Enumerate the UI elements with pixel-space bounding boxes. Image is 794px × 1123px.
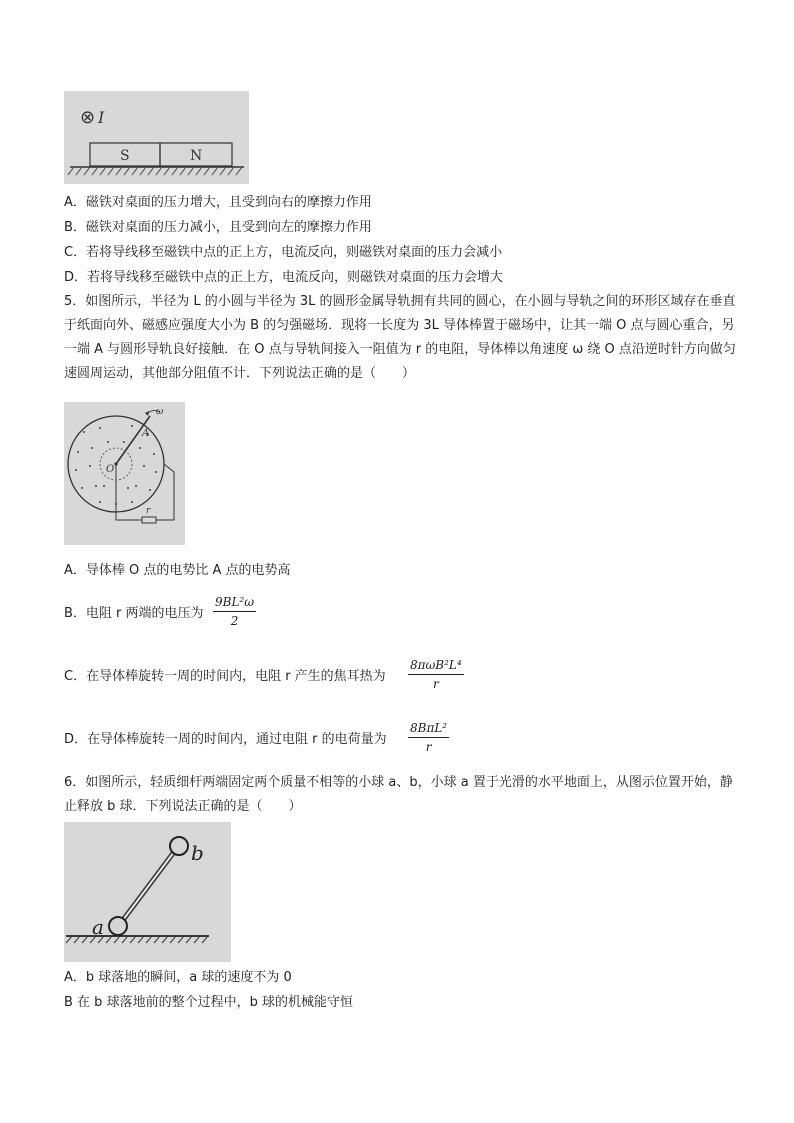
- q5-option-d-numerator: 8BπL²: [408, 721, 449, 738]
- rotation-arrowhead: [145, 411, 149, 416]
- q5-option-b-denominator: 2: [230, 614, 239, 628]
- q4-option-c: C．若将导线移至磁铁中点的正上方，电流反向，则磁铁对桌面的压力会减小: [64, 245, 503, 260]
- q5-option-b-numerator: 9BL²ω: [213, 595, 256, 612]
- figure-rod-balls: [64, 822, 231, 962]
- current-label: I: [98, 108, 105, 127]
- rod-balls-diagram: [64, 822, 231, 962]
- q5-option-c: C．在导体棒旋转一周的时间内，电阻 r 产生的焦耳热为: [64, 669, 386, 684]
- wire-magnet-diagram: [64, 91, 249, 184]
- ground-hatching: [66, 936, 208, 943]
- figure-rotating-rod: [64, 402, 185, 545]
- figure-wire-magnet: [64, 91, 249, 184]
- magnet-north-label: N: [190, 148, 203, 164]
- q5-option-d-formula: [408, 721, 449, 754]
- q5-option-c-denominator: r: [432, 677, 439, 691]
- q4-option-a: A．磁铁对桌面的压力增大，且受到向右的摩擦力作用: [64, 195, 372, 210]
- resistor-label: r: [146, 506, 151, 516]
- q6-stem: 6．如图所示，轻质细杆两端固定两个质量不相等的小球 a、b，小球 a 置于光滑的水平地面上，从图示位置开始，静止释放 b 球．下列说法正确的是（ ）: [64, 775, 733, 814]
- table-hatching: [68, 167, 242, 175]
- circuit-wire-right: [156, 464, 174, 520]
- ball-a-label: a: [92, 915, 104, 939]
- magnet-south-label: S: [120, 148, 130, 164]
- current-into-page-symbol: ⊗: [80, 107, 96, 128]
- q5-option-b: B．电阻 r 两端的电压为: [64, 606, 204, 621]
- q5-stem: 5．如图所示，半径为 L 的小圆与半径为 3L 的圆形金属导轨拥有共同的圆心，在小圆与导轨之间的环形区域存在垂直于纸面向外、磁感应强度大小为 B 的匀强磁场．现将一长度为 3L 导体棒置于磁场中，让其一端 O 点与圆心重合，另一端 A 与圆形导轨良好接触．在 O 点与导轨间接入一阻值为 r 的电阻，导体棒以角速度 ω 绕 O 点沿逆时针方向做匀速圆周运动，其他部分阻值不计．下列说法正确的是（ ）: [64, 294, 736, 381]
- q6-option-a: A．b 球落地的瞬间，a 球的速度不为 0: [64, 970, 292, 985]
- conductor-rod: [116, 416, 150, 464]
- point-o-label: O: [106, 464, 115, 475]
- ball-b-label: b: [191, 841, 204, 865]
- omega-label: ω: [156, 407, 164, 417]
- q5-option-b-formula: [213, 595, 256, 628]
- q4-option-b: B．磁铁对桌面的压力减小，且受到向左的摩擦力作用: [64, 220, 372, 235]
- q5-option-d-denominator: r: [425, 740, 432, 754]
- q4-option-d: D．若将导线移至磁铁中点的正上方，电流反向，则磁铁对桌面的压力会增大: [64, 270, 504, 285]
- q5-option-a: A．导体棒 O 点的电势比 A 点的电势高: [64, 563, 291, 578]
- resistor: [142, 517, 156, 523]
- rotating-rod-diagram: [64, 402, 185, 545]
- ball-b: [170, 837, 188, 855]
- ball-a: [109, 917, 127, 935]
- q5-option-c-formula: [408, 658, 464, 691]
- q5-option-c-numerator: 8πωB²L⁴: [408, 658, 464, 675]
- q5-option-d: D．在导体棒旋转一周的时间内，通过电阻 r 的电荷量为: [64, 732, 387, 747]
- q6-option-b: B 在 b 球落地前的整个过程中，b 球的机械能守恒: [64, 995, 353, 1010]
- point-a-label: A: [142, 428, 150, 439]
